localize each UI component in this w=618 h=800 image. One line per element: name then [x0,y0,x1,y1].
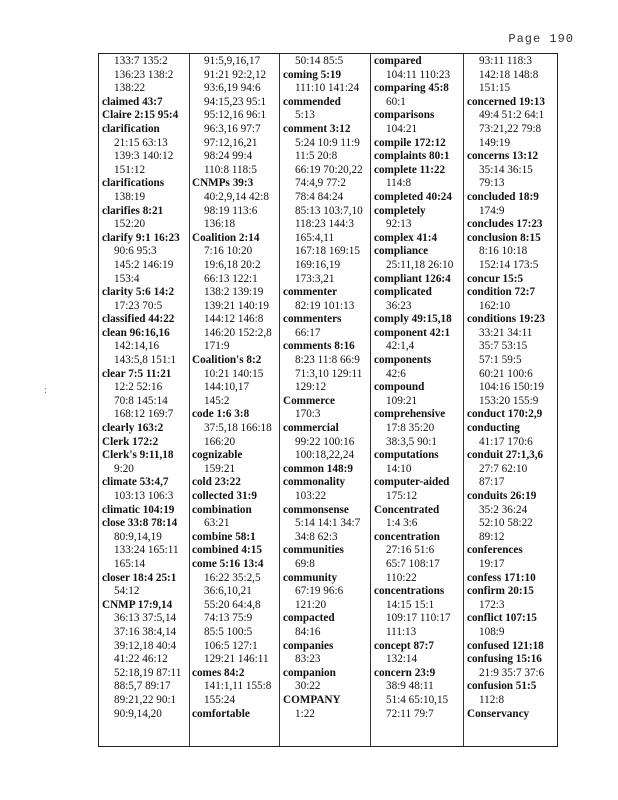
index-page-refs: 36:6,10,21 [204,585,252,598]
index-term: complicated [374,286,432,299]
index-page-refs: 51:4 65:10,15 [386,693,449,706]
index-page-refs: 55:20 64:4,8 [204,598,261,611]
index-page-refs: 110:22 [386,571,417,584]
index-page-refs: 139:21 140:19 [204,299,269,312]
index-term: compacted [283,612,335,625]
index-page-refs: 89:21,22 90:1 [114,693,177,706]
index-page-refs: 138:2 139:19 [204,286,264,299]
index-page-refs: 84:16 [295,625,321,638]
index-page-refs: 111:10 141:24 [295,82,360,95]
index-page-refs: 173:3,21 [295,272,335,285]
index-page-refs: 17:8 35:20 [386,422,435,435]
index-page-refs: 37:5,18 166:18 [204,422,272,435]
index-page-refs: 165:14 [114,557,146,570]
index-term: commenter [283,286,338,299]
index-term: compared [374,55,422,67]
index-page-refs: 95:12,16 96:1 [204,109,267,122]
index-term: commercial [283,422,339,435]
index-term: communities [283,544,344,557]
margin-mark: : [44,385,47,396]
index-term: complaints 80:1 [374,150,450,163]
index-term: commenters [283,313,342,326]
index-page-refs: 14:15 15:1 [386,598,435,611]
index-term: CNMPs 39:3 [192,177,254,190]
index-page-refs: 108:9 [479,625,505,638]
index-page-refs: 78:4 84:24 [295,190,344,203]
index-page-refs: 73:21,22 79:8 [479,122,542,135]
index-page-refs: 151:15 [479,82,511,95]
index-page-refs: 12:2 52:16 [114,381,163,394]
index-page-refs: 41:17 170:6 [479,435,533,448]
index-term: Concentrated [374,503,440,516]
index-page-refs: 21:9 35:7 37:6 [479,666,545,679]
index-page-refs: 52:10 58:22 [479,517,533,530]
index-term: companion [283,666,336,679]
index-term: compliance [374,245,429,258]
index-term: comparisons [374,109,435,122]
index-page-refs: 10:21 140:15 [204,367,264,380]
index-term: compile 172:12 [374,136,446,149]
index-page-refs: 38:9 48:11 [386,680,434,693]
index-page-refs: 57:1 59:5 [479,354,522,367]
index-page-refs: 91:21 92:2,12 [204,68,267,81]
index-page-refs: 54:12 [114,585,140,598]
index-page-refs: 171:9 [204,340,230,353]
index-term: commonsense [283,503,349,516]
index-term: common 148:9 [283,462,353,475]
index-page-refs: 109:21 [386,394,418,407]
index-page-refs: 66:19 70:20,22 [295,163,363,176]
index-term: confess 171:10 [467,571,536,584]
index-page-refs: 104:21 [386,122,418,135]
index-page-refs: 104:11 110:23 [386,68,451,81]
index-term: conditions 19:23 [467,313,546,326]
index-page-refs: 39:12,18 40:4 [114,639,177,652]
index-page-refs: 153:4 [114,272,140,285]
index-page-refs: 9:20 [114,462,134,475]
index-term: COMPANY [283,693,341,706]
index-term: compliant 126:4 [374,272,451,285]
index-page-refs: 69:8 [295,557,315,570]
index-page-refs: 144:12 146:8 [204,313,264,326]
index-page-refs: 98:24 99:4 [204,150,253,163]
index-page-refs: 144:10,17 [204,381,250,394]
index-term: component 42:1 [374,326,451,339]
index-term: concentration [374,530,440,543]
index-page-refs: 145:2 146:19 [114,258,174,271]
index-page-refs: 21:15 63:13 [114,136,168,149]
index-term: coming 5:19 [283,68,342,81]
index-page-refs: 33:21 34:11 [479,326,533,339]
index-page-refs: 133:7 135:2 [114,55,168,67]
index-page-refs: 155:24 [204,693,236,706]
index-page-refs: 90:9,14,20 [114,707,162,720]
index-term: cognizable [192,449,243,462]
index-term: comply 49:15,18 [374,313,452,326]
index-page-refs: 35:7 53:15 [479,340,528,353]
index-page-refs: 143:5,8 151:1 [114,354,177,367]
index-term: completely [374,204,426,217]
index-term: Conservancy [467,707,530,720]
index-page-refs: 90:6 95:3 [114,245,157,258]
index-term: clean 96:16,16 [102,326,170,339]
index-page-refs: 174:9 [479,204,505,217]
index-term: CNMP 17:9,14 [102,598,173,611]
index-page-refs: 27:7 62:10 [479,462,528,475]
index-page-refs: 99:22 100:16 [295,435,355,448]
index-page-refs: 149:19 [479,136,511,149]
index-page-refs: 67:19 96:6 [295,585,344,598]
column-divider [463,54,464,746]
index-term: concerns 13:12 [467,150,539,163]
index-page-refs: 25:11,18 26:10 [386,258,454,271]
index-page-refs: 170:3 [295,408,321,421]
index-term: clarify 9:1 16:23 [102,231,180,244]
index-term: conduct 170:2,9 [467,408,543,421]
index-page-refs: 162:10 [479,299,511,312]
index-page-refs: 83:23 [295,653,321,666]
index-page-refs: 50:14 85:5 [295,55,344,67]
index-page-refs: 133:24 165:11 [114,544,179,557]
index-term: components [374,354,432,367]
index-page-refs: 87:17 [479,476,505,489]
index-page-refs: 167:18 169:15 [295,245,360,258]
index-term: combined 4:15 [192,544,262,557]
index-term: clearly 163:2 [102,422,164,435]
index-page-refs: 159:21 [204,462,236,475]
index-term: conducting [467,422,520,435]
index-term: conferences [467,544,523,557]
index-term: collected 31:9 [192,490,257,502]
index-page-refs: 1:22 [295,707,315,720]
index-page-refs: 74:13 75:9 [204,612,253,625]
index-page-refs: 17:23 70:5 [114,299,163,312]
index-term: confusion 51:5 [467,680,537,693]
index-term: combination [192,503,252,516]
index-page-refs: 93:11 118:3 [479,55,532,67]
index-term: comes 84:2 [192,666,245,679]
index-page-refs: 5:24 10:9 11:9 [295,136,360,149]
index-page-refs: 169:16,19 [295,258,341,271]
index-page-refs: 71:3,10 129:11 [295,367,363,380]
index-page-refs: 92:13 [386,218,412,231]
index-page-refs: 132:14 [386,653,418,666]
index-page-refs: 37:16 38:4,14 [114,625,177,638]
index-page-refs: 79:13 [479,177,505,190]
index-term: combine 58:1 [192,530,256,543]
index-page-refs: 146:20 152:2,8 [204,326,272,339]
index-page-refs: 96:3,16 97:7 [204,122,261,135]
index-term: Commerce [283,394,335,407]
index-term: Clerk 172:2 [102,435,159,448]
index-page-refs: 49:4 51:2 64:1 [479,109,545,122]
index-page-refs: 172:3 [479,598,505,611]
index-page-refs: 97:12,16,21 [204,136,258,149]
index-page-refs: 38:3,5 90:1 [386,435,437,448]
index-page-refs: 118:23 144:3 [295,218,354,231]
index-column-3 [283,55,371,745]
index-page-refs: 114:8 [386,177,412,190]
index-page-refs: 42:6 [386,367,406,380]
index-column-4 [374,55,462,745]
index-term: comprehensive [374,408,446,421]
index-page-refs: 36:13 37:5,14 [114,612,177,625]
index-page-refs: 52:18,19 87:11 [114,666,182,679]
index-term: conduits 26:19 [467,490,537,502]
index-page-refs: 89:12 [479,530,505,543]
index-term: comparing 45:8 [374,82,449,95]
index-page-refs: 5:14 14:1 34:7 [295,517,361,530]
index-page-refs: 14:10 [386,462,412,475]
index-page-refs: 93:6,19 94:6 [204,82,261,95]
index-page-refs: 136:23 138:2 [114,68,174,81]
index-term: clarification [102,122,160,135]
index-page-refs: 142:14,16 [114,340,160,353]
index-page-refs: 36:23 [386,299,412,312]
index-term: conduit 27:1,3,6 [467,449,544,462]
index-page-refs: 82:19 101:13 [295,299,355,312]
index-column-1 [102,55,190,745]
index-page-refs: 138:19 [114,190,146,203]
index-page-refs: 153:20 155:9 [479,394,539,407]
index-column-5 [467,55,555,745]
index-page-refs: 168:12 169:7 [114,408,174,421]
index-page-refs: 138:22 [114,82,146,95]
index-term: complete 11:22 [374,163,446,176]
index-term: confirm 20:15 [467,585,534,598]
index-page-refs: 19:17 [479,557,505,570]
index-page-refs: 35:14 36:15 [479,163,533,176]
index-term: computations [374,449,439,462]
index-page-refs: 42:1,4 [386,340,415,353]
index-page-refs: 109:17 110:17 [386,612,451,625]
index-term: confusing 15:16 [467,653,542,666]
index-term: clarifications [102,177,165,190]
index-page-refs: 139:3 140:12 [114,150,174,163]
index-term: come 5:16 13:4 [192,557,264,570]
index-term: confused 121:18 [467,639,544,652]
index-page-refs: 136:18 [204,218,236,231]
index-term: companies [283,639,334,652]
index-term: commended [283,95,341,108]
index-term: claimed 43:7 [102,95,163,108]
index-page-refs: 103:22 [295,490,327,502]
index-term: Coalition's 8:2 [192,354,262,367]
index-term: community [283,571,338,584]
index-term: complex 41:4 [374,231,438,244]
index-page-refs: 66:13 122:1 [204,272,258,285]
index-page-refs: 1:4 3:6 [386,517,418,530]
index-term: computer-aided [374,476,450,489]
index-page-refs: 129:12 [295,381,327,394]
index-page-refs: 111:13 [386,625,417,638]
index-term: concentrations [374,585,445,598]
index-page-refs: 8:23 11:8 66:9 [295,354,360,367]
index-page-refs: 11:5 20:8 [295,150,338,163]
index-term: conflict 107:15 [467,612,537,625]
index-term: Clerk's 9:11,18 [102,449,174,462]
index-term: cold 23:22 [192,476,241,489]
index-term: concerned 19:13 [467,95,545,108]
index-term: climatic 104:19 [102,503,175,516]
index-page-refs: 104:16 150:19 [479,381,544,394]
index-term: commonality [283,476,346,489]
index-page-refs: 110:8 118:5 [204,163,257,176]
index-page-refs: 100:18,22,24 [295,449,355,462]
index-page-refs: 7:16 10:20 [204,245,253,258]
index-page-refs: 145:2 [204,394,230,407]
index-page-refs: 152:20 [114,218,146,231]
index-page-refs: 74:4,9 77:2 [295,177,346,190]
index-term: closer 18:4 25:1 [102,571,177,584]
index-page-refs: 142:18 148:8 [479,68,539,81]
page-number-label: Page 190 [508,32,574,46]
index-page-refs: 112:8 [479,693,505,706]
index-page-refs: 165:4,11 [295,231,335,244]
index-page-refs: 151:12 [114,163,146,176]
index-page-refs: 60:1 [386,95,406,108]
index-page-refs: 98:19 113:6 [204,204,258,217]
index-page-refs: 103:13 106:3 [114,490,174,502]
index-term: clear 7:5 11:21 [102,367,172,380]
index-page-refs: 88:5,7 89:17 [114,680,171,693]
index-term: condition 72:7 [467,286,536,299]
index-term: compound [374,381,425,394]
index-page-refs: 63:21 [204,517,230,530]
index-term: climate 53:4,7 [102,476,169,489]
index-term: comments 8:16 [283,340,355,353]
index-term: close 33:8 78:14 [102,517,178,530]
index-page-refs: 19:6,18 20:2 [204,258,261,271]
index-term: classified 44:22 [102,313,175,326]
index-term: Claire 2:15 95:4 [102,109,179,122]
index-page-refs: 94:15,23 95:1 [204,95,267,108]
index-page-refs: 66:17 [295,326,321,339]
index-term: code 1:6 3:8 [192,408,250,421]
index-term: clarifies 8:21 [102,204,164,217]
index-page-refs: 34:8 62:3 [295,530,338,543]
index-page-refs: 141:1,11 155:8 [204,680,272,693]
index-page-refs: 91:5,9,16,17 [204,55,261,67]
index-page-refs: 8:16 10:18 [479,245,528,258]
index-page-refs: 106:5 127:1 [204,639,258,652]
index-page-refs: 70:8 145:14 [114,394,168,407]
index-term: concludes 17:23 [467,218,543,231]
index-term: concept 87:7 [374,639,434,652]
index-page-refs: 16:22 35:2,5 [204,571,261,584]
index-term: Coalition 2:14 [192,231,260,244]
index-column-2 [192,55,280,745]
index-page-refs: 72:11 79:7 [386,707,434,720]
index-term: comment 3:12 [283,122,351,135]
index-page-refs: 121:20 [295,598,327,611]
index-page-refs: 40:2,9,14 42:8 [204,190,269,203]
index-page-refs: 175:12 [386,490,418,502]
index-page-refs: 60:21 100:6 [479,367,533,380]
index-page-refs: 80:9,14,19 [114,530,162,543]
index-page-refs: 30:22 [295,680,321,693]
index-term: concern 23:9 [374,666,436,679]
index-term: completed 40:24 [374,190,452,203]
index-page-refs: 129:21 146:11 [204,653,269,666]
index-page-refs: 166:20 [204,435,236,448]
index-page-refs: 35:2 36:24 [479,503,528,516]
index-term: comfortable [192,707,250,720]
index-term: conclusion 8:15 [467,231,541,244]
index-page-refs: 41:22 46:12 [114,653,168,666]
index-term: clarity 5:6 14:2 [102,286,175,299]
index-page-refs: 27:16 51:6 [386,544,435,557]
index-term: concur 15:5 [467,272,524,285]
index-term: concluded 18:9 [467,190,539,203]
index-page-refs: 5:13 [295,109,315,122]
index-page-refs: 152:14 173:5 [479,258,539,271]
index-page-refs: 65:7 108:17 [386,557,440,570]
index-page-refs: 85:5 100:5 [204,625,253,638]
index-page-refs: 85:13 103:7,10 [295,204,363,217]
